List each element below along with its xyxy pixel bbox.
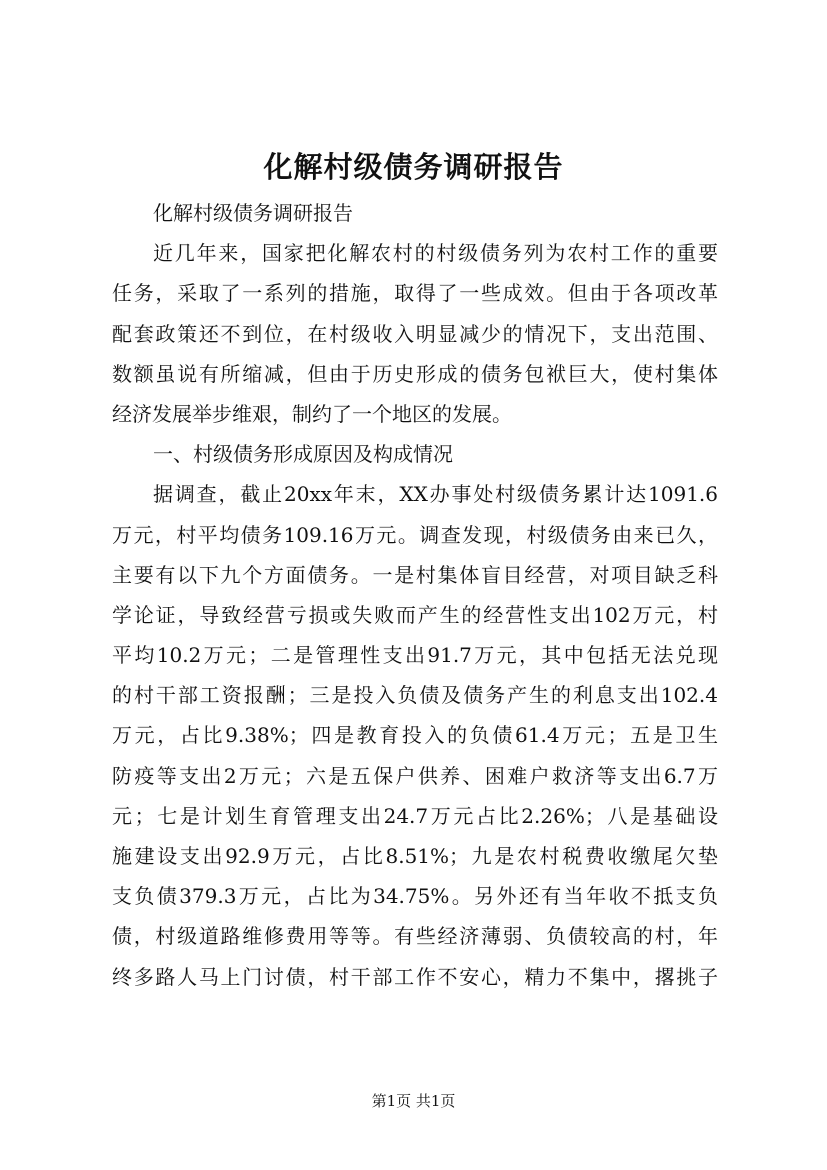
paragraph-line: 据调查，截止20xx年末，XX办事处村级债务累计达1091.6 xyxy=(153,482,718,507)
paragraph-line: 任务，采取了一系列的措施，取得了一些成效。但由于各项改革 xyxy=(112,281,718,306)
subtitle-line: 化解村级债务调研报告 xyxy=(153,201,353,225)
paragraph-line: 支负债379.3万元，占比为34.75%。另外还有当年收不抵支负 xyxy=(112,884,718,909)
paragraph-line: 施建设支出92.9万元，占比8.51%；九是农村税费收缴尾欠垫 xyxy=(112,844,718,868)
paragraph-line: 债，村级道路维修费用等等。有些经济薄弱、负债较高的村，年 xyxy=(112,924,718,949)
paragraph-line: 防疫等支出2万元；六是五保户供养、困难户救济等支出6.7万 xyxy=(112,763,718,788)
document-body xyxy=(112,193,718,997)
document-title: 化解村级债务调研报告 xyxy=(263,150,564,184)
paragraph-line: 万元，村平均债务109.16万元。调查发现，村级债务由来已久， xyxy=(112,522,718,547)
paragraph-line: 终多路人马上门讨债，村干部工作不安心，精力不集中，撂挑子 xyxy=(112,964,718,989)
paragraph-line: 近几年来，国家把化解农村的村级债务列为农村工作的重要 xyxy=(153,241,718,266)
section-heading: 一、村级债务形成原因及构成情况 xyxy=(153,442,453,467)
paragraph-line: 的村干部工资报酬；三是投入负债及债务产生的利息支出102.4 xyxy=(112,683,718,708)
paragraph-line: 经济发展举步维艰，制约了一个地区的发展。 xyxy=(112,401,512,426)
paragraph-line: 配套政策还不到位，在村级收入明显减少的情况下，支出范围、 xyxy=(112,321,718,346)
page-number-footer: 第1页 共1页 xyxy=(371,1092,456,1110)
paragraph-line: 主要有以下九个方面债务。一是村集体盲目经营，对项目缺乏科 xyxy=(112,562,718,587)
paragraph-line: 平均10.2万元；二是管理性支出91.7万元，其中包括无法兑现 xyxy=(112,643,718,668)
paragraph-line: 万元，占比9.38%；四是教育投入的负债61.4万元；五是卫生 xyxy=(112,723,718,748)
paragraph-line: 学论证，导致经营亏损或失败而产生的经营性支出102万元，村 xyxy=(112,602,718,627)
paragraph-line: 数额虽说有所缩减，但由于历史形成的债务包袱巨大，使村集体 xyxy=(112,361,718,386)
paragraph-line: 元；七是计划生育管理支出24.7万元占比2.26%；八是基础设 xyxy=(112,803,718,828)
